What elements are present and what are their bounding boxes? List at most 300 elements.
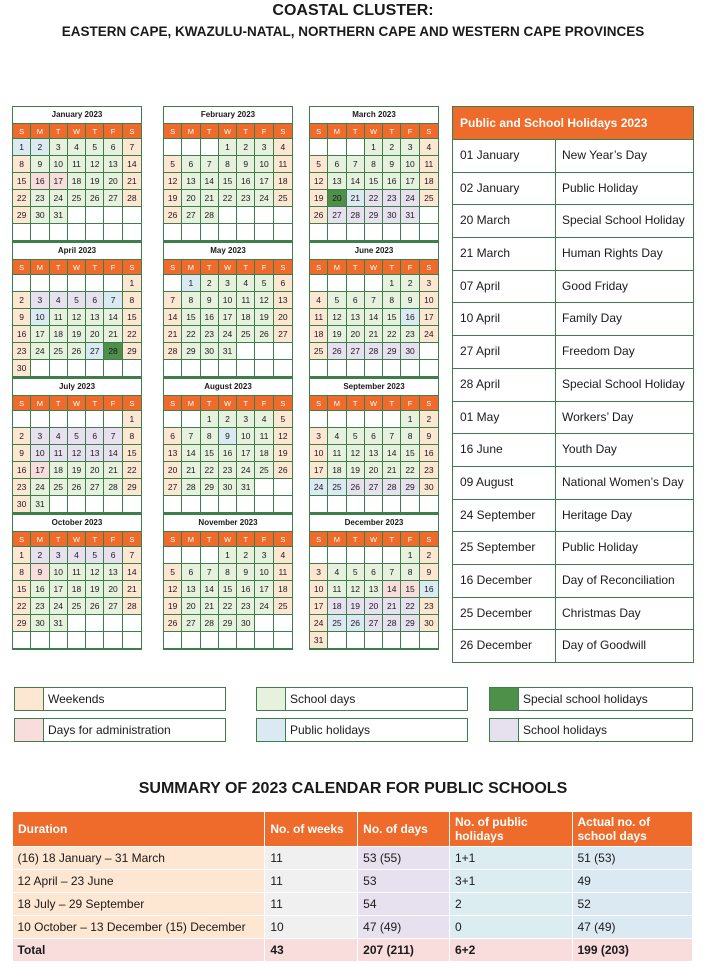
summary-row: [13, 870, 693, 893]
day-cell: 7: [123, 547, 141, 564]
day-cell: 5: [255, 275, 273, 292]
day-cell: 23: [201, 326, 219, 343]
day-cell: 31: [50, 207, 68, 224]
day-cell: 4: [68, 139, 86, 156]
summary-cell: 11: [265, 870, 358, 893]
day-cell: 5: [86, 547, 104, 564]
empty-cell: [86, 207, 104, 224]
holiday-date: 20 March: [453, 205, 556, 237]
day-cell: 29: [123, 343, 141, 360]
empty-cell: [86, 411, 104, 428]
weekday-header: S: [274, 532, 292, 547]
day-cell: 9: [237, 564, 255, 581]
empty-cell: [274, 615, 292, 632]
empty-cell: [13, 411, 31, 428]
empty-cell: [31, 632, 49, 649]
day-cell: 3: [401, 139, 419, 156]
empty-cell: [310, 224, 328, 241]
day-cell: 28: [123, 190, 141, 207]
empty-cell: [365, 224, 383, 241]
holiday-name: Public Holiday: [562, 180, 639, 195]
day-cell: 12: [86, 156, 104, 173]
summary-cell: 54: [358, 893, 450, 916]
day-cell: 20: [328, 190, 346, 207]
day-cell: 6: [328, 156, 346, 173]
weekday-header: S: [274, 396, 292, 411]
weekday-header: F: [401, 124, 419, 139]
empty-cell: [50, 360, 68, 377]
empty-cell: [86, 360, 104, 377]
day-cell: 17: [420, 309, 438, 326]
empty-cell: [219, 224, 237, 241]
empty-cell: [201, 547, 219, 564]
day-cell: 23: [383, 190, 401, 207]
day-cell: 26: [164, 615, 182, 632]
empty-cell: [123, 224, 141, 241]
empty-cell: [420, 207, 438, 224]
day-cell: 28: [201, 207, 219, 224]
empty-cell: [274, 479, 292, 496]
weekday-header: S: [164, 532, 182, 547]
weekday-header: F: [104, 124, 122, 139]
empty-cell: [420, 632, 438, 649]
empty-cell: [31, 275, 49, 292]
day-cell: 23: [31, 598, 49, 615]
day-cell: 9: [31, 156, 49, 173]
empty-cell: [328, 411, 346, 428]
day-cell: 25: [68, 190, 86, 207]
holidays-table: [452, 106, 694, 663]
empty-cell: [401, 496, 419, 513]
legend-label: Days for administration: [48, 723, 171, 737]
day-cell: 9: [237, 156, 255, 173]
day-cell: 10: [219, 292, 237, 309]
weekday-header: W: [365, 260, 383, 275]
day-cell: 7: [383, 564, 401, 581]
day-cell: 6: [86, 428, 104, 445]
day-cell: 12: [347, 445, 365, 462]
summary-row: [13, 893, 693, 916]
day-cell: 19: [86, 173, 104, 190]
weekday-header: T: [347, 532, 365, 547]
day-cell: 3: [310, 428, 328, 445]
day-cell: 5: [68, 428, 86, 445]
weekday-header: T: [50, 532, 68, 547]
weekday-header: T: [347, 260, 365, 275]
weekday-header: W: [365, 124, 383, 139]
day-cell: 17: [310, 598, 328, 615]
month-name: December 2023: [310, 515, 438, 532]
day-cell: 17: [401, 173, 419, 190]
day-cell: 6: [365, 428, 383, 445]
empty-cell: [401, 360, 419, 377]
weekday-header: F: [255, 532, 273, 547]
day-cell: 26: [347, 479, 365, 496]
day-cell: 23: [401, 326, 419, 343]
day-cell: 30: [383, 207, 401, 224]
day-cell: 11: [274, 156, 292, 173]
summary-cell: 47 (49): [358, 916, 450, 939]
day-cell: 8: [123, 292, 141, 309]
day-cell: 7: [383, 428, 401, 445]
day-cell: 14: [347, 173, 365, 190]
day-cell: 13: [274, 292, 292, 309]
month-calendar: [309, 514, 439, 650]
weekday-header: T: [201, 124, 219, 139]
empty-cell: [347, 411, 365, 428]
day-cell: 1: [123, 411, 141, 428]
day-cell: 20: [86, 462, 104, 479]
holiday-row: [453, 531, 693, 564]
day-cell: 20: [365, 462, 383, 479]
month-name: August 2023: [164, 379, 292, 396]
day-cell: 26: [274, 462, 292, 479]
empty-cell: [164, 275, 182, 292]
day-cell: 17: [219, 309, 237, 326]
month-calendar: [163, 242, 293, 378]
holiday-name: Public Holiday: [562, 540, 639, 555]
holiday-name: Good Friday: [562, 278, 629, 293]
weekday-header: T: [383, 532, 401, 547]
weekday-header: M: [328, 396, 346, 411]
empty-cell: [274, 496, 292, 513]
day-cell: 28: [347, 207, 365, 224]
weekday-header: S: [164, 260, 182, 275]
day-cell: 8: [13, 156, 31, 173]
summary-cell: (16) 18 January – 31 March: [13, 847, 265, 870]
day-cell: 4: [310, 292, 328, 309]
empty-cell: [347, 496, 365, 513]
day-cell: 1: [401, 411, 419, 428]
day-cell: 1: [13, 547, 31, 564]
weekday-header: W: [365, 532, 383, 547]
day-cell: 27: [365, 479, 383, 496]
day-cell: 2: [31, 547, 49, 564]
page-title: COASTAL CLUSTER:: [272, 2, 434, 19]
legend-item: [489, 718, 693, 742]
summary-cell: 2: [449, 893, 572, 916]
weekday-header: S: [310, 260, 328, 275]
empty-cell: [237, 496, 255, 513]
summary-cell: 12 April – 23 June: [13, 870, 265, 893]
weekday-header: W: [68, 396, 86, 411]
empty-cell: [219, 360, 237, 377]
empty-cell: [219, 496, 237, 513]
month-name: May 2023: [164, 243, 292, 260]
day-cell: 4: [274, 547, 292, 564]
day-cell: 30: [13, 360, 31, 377]
day-cell: 7: [365, 292, 383, 309]
weekday-header: S: [420, 396, 438, 411]
empty-cell: [86, 615, 104, 632]
day-cell: 22: [401, 462, 419, 479]
day-cell: 1: [182, 275, 200, 292]
day-cell: 14: [365, 309, 383, 326]
holidays-header: Public and School Holidays 2023: [453, 107, 693, 139]
day-cell: 26: [255, 326, 273, 343]
day-cell: 31: [219, 343, 237, 360]
day-cell: 27: [182, 615, 200, 632]
empty-cell: [104, 411, 122, 428]
day-cell: 3: [420, 275, 438, 292]
day-cell: 25: [310, 343, 328, 360]
day-cell: 18: [68, 581, 86, 598]
day-cell: 17: [31, 326, 49, 343]
legend-label: Public holidays: [290, 723, 371, 737]
day-cell: 21: [123, 173, 141, 190]
holiday-date: 24 September: [453, 500, 556, 532]
day-cell: 31: [31, 496, 49, 513]
day-cell: 6: [182, 156, 200, 173]
day-cell: 4: [255, 411, 273, 428]
day-cell: 19: [68, 462, 86, 479]
empty-cell: [123, 632, 141, 649]
day-cell: 22: [123, 326, 141, 343]
weekday-header: W: [219, 124, 237, 139]
day-cell: 31: [50, 615, 68, 632]
day-cell: 18: [50, 326, 68, 343]
day-cell: 22: [13, 190, 31, 207]
empty-cell: [310, 411, 328, 428]
day-cell: 9: [219, 428, 237, 445]
day-cell: 27: [86, 343, 104, 360]
empty-cell: [383, 360, 401, 377]
day-cell: 11: [328, 445, 346, 462]
day-cell: 3: [31, 292, 49, 309]
weekday-header: T: [86, 124, 104, 139]
day-cell: 12: [255, 292, 273, 309]
weekday-header: F: [104, 396, 122, 411]
day-cell: 14: [104, 445, 122, 462]
empty-cell: [365, 275, 383, 292]
empty-cell: [255, 224, 273, 241]
day-cell: 10: [50, 156, 68, 173]
summary-cell: 207 (211): [358, 939, 450, 962]
legend-swatch: [490, 688, 519, 710]
day-cell: 15: [401, 581, 419, 598]
empty-cell: [182, 139, 200, 156]
empty-cell: [68, 360, 86, 377]
day-cell: 28: [104, 479, 122, 496]
holiday-row: [453, 172, 693, 205]
summary-cell: 11: [265, 893, 358, 916]
day-cell: 11: [255, 428, 273, 445]
day-cell: 23: [237, 598, 255, 615]
day-cell: 18: [274, 173, 292, 190]
empty-cell: [50, 632, 68, 649]
weekday-header: M: [182, 396, 200, 411]
day-cell: 12: [86, 564, 104, 581]
summary-cell: 1+1: [449, 847, 572, 870]
empty-cell: [219, 207, 237, 224]
holiday-name: Special School Holiday: [562, 213, 685, 228]
day-cell: 27: [274, 326, 292, 343]
day-cell: 10: [255, 156, 273, 173]
day-cell: 14: [182, 445, 200, 462]
day-cell: 26: [68, 343, 86, 360]
legend-item: [256, 718, 468, 742]
day-cell: 25: [328, 615, 346, 632]
day-cell: 15: [401, 445, 419, 462]
day-cell: 29: [365, 207, 383, 224]
day-cell: 10: [50, 564, 68, 581]
empty-cell: [328, 632, 346, 649]
day-cell: 10: [255, 564, 273, 581]
day-cell: 24: [50, 598, 68, 615]
legend-swatch: [15, 719, 44, 741]
day-cell: 2: [237, 139, 255, 156]
empty-cell: [86, 496, 104, 513]
day-cell: 1: [219, 139, 237, 156]
legend-swatch: [15, 688, 44, 710]
day-cell: 11: [50, 445, 68, 462]
holiday-row: [453, 139, 693, 172]
day-cell: 22: [365, 190, 383, 207]
day-cell: 19: [86, 581, 104, 598]
weekday-header: S: [420, 124, 438, 139]
day-cell: 26: [310, 207, 328, 224]
day-cell: 16: [237, 581, 255, 598]
day-cell: 15: [123, 309, 141, 326]
day-cell: 15: [123, 445, 141, 462]
day-cell: 22: [383, 326, 401, 343]
page-subtitle: EASTERN CAPE, KWAZULU-NATAL, NORTHERN CAPE AND WESTERN CAPE PROVINCES: [61, 24, 645, 39]
day-cell: 2: [219, 411, 237, 428]
day-cell: 25: [68, 598, 86, 615]
holiday-date: 01 May: [453, 402, 556, 434]
day-cell: 23: [219, 462, 237, 479]
day-cell: 26: [164, 207, 182, 224]
day-cell: 22: [201, 462, 219, 479]
day-cell: 13: [164, 445, 182, 462]
empty-cell: [104, 224, 122, 241]
day-cell: 28: [182, 479, 200, 496]
day-cell: 21: [347, 190, 365, 207]
day-cell: 19: [68, 326, 86, 343]
day-cell: 4: [50, 292, 68, 309]
weekday-header: T: [347, 124, 365, 139]
summary-cell: 52: [572, 893, 693, 916]
day-cell: 23: [31, 190, 49, 207]
day-cell: 12: [68, 445, 86, 462]
day-cell: 7: [123, 139, 141, 156]
day-cell: 1: [401, 547, 419, 564]
day-cell: 22: [401, 598, 419, 615]
month-calendar: [163, 514, 293, 650]
weekday-header: S: [13, 396, 31, 411]
day-cell: 23: [237, 190, 255, 207]
empty-cell: [68, 496, 86, 513]
day-cell: 21: [201, 190, 219, 207]
day-cell: 25: [274, 190, 292, 207]
day-cell: 24: [237, 462, 255, 479]
day-cell: 5: [347, 428, 365, 445]
empty-cell: [164, 139, 182, 156]
empty-cell: [255, 360, 273, 377]
weekday-header: S: [274, 260, 292, 275]
month-name: March 2023: [310, 107, 438, 124]
day-cell: 13: [104, 156, 122, 173]
weekday-header: S: [123, 260, 141, 275]
day-cell: 14: [383, 445, 401, 462]
day-cell: 7: [347, 156, 365, 173]
empty-cell: [123, 496, 141, 513]
empty-cell: [68, 275, 86, 292]
day-cell: 4: [328, 428, 346, 445]
empty-cell: [123, 360, 141, 377]
month-name: September 2023: [310, 379, 438, 396]
holiday-date: 01 January: [453, 140, 556, 172]
day-cell: 10: [310, 581, 328, 598]
empty-cell: [383, 547, 401, 564]
weekday-header: S: [123, 396, 141, 411]
summary-cell: 53 (55): [358, 847, 450, 870]
day-cell: 29: [401, 615, 419, 632]
weekday-header: T: [86, 396, 104, 411]
empty-cell: [383, 411, 401, 428]
legend-swatch: [490, 719, 519, 741]
weekday-header: M: [31, 532, 49, 547]
day-cell: 18: [310, 326, 328, 343]
empty-cell: [201, 496, 219, 513]
day-cell: 25: [274, 598, 292, 615]
weekday-header: S: [420, 532, 438, 547]
day-cell: 7: [164, 292, 182, 309]
legend-swatch: [257, 719, 286, 741]
weekday-header: T: [50, 124, 68, 139]
day-cell: 30: [219, 479, 237, 496]
day-cell: 26: [86, 190, 104, 207]
day-cell: 7: [201, 156, 219, 173]
day-cell: 12: [164, 173, 182, 190]
empty-cell: [31, 360, 49, 377]
empty-cell: [255, 496, 273, 513]
day-cell: 29: [201, 479, 219, 496]
day-cell: 24: [420, 326, 438, 343]
weekday-header: M: [182, 260, 200, 275]
empty-cell: [420, 224, 438, 241]
day-cell: 15: [365, 173, 383, 190]
day-cell: 15: [13, 173, 31, 190]
day-cell: 17: [50, 581, 68, 598]
weekday-header: W: [68, 260, 86, 275]
weekday-header: T: [201, 532, 219, 547]
empty-cell: [123, 207, 141, 224]
empty-cell: [420, 343, 438, 360]
day-cell: 21: [182, 462, 200, 479]
empty-cell: [328, 275, 346, 292]
summary-cell: 18 July – 29 September: [13, 893, 265, 916]
empty-cell: [274, 224, 292, 241]
day-cell: 19: [347, 462, 365, 479]
empty-cell: [237, 207, 255, 224]
day-cell: 4: [420, 139, 438, 156]
day-cell: 25: [237, 326, 255, 343]
day-cell: 28: [123, 598, 141, 615]
day-cell: 5: [164, 564, 182, 581]
day-cell: 21: [104, 462, 122, 479]
month-name: February 2023: [164, 107, 292, 124]
day-cell: 14: [383, 581, 401, 598]
empty-cell: [104, 632, 122, 649]
month-calendar: [12, 106, 142, 242]
empty-cell: [365, 547, 383, 564]
holiday-row: [453, 433, 693, 466]
day-cell: 22: [219, 190, 237, 207]
day-cell: 22: [219, 598, 237, 615]
empty-cell: [255, 479, 273, 496]
day-cell: 9: [31, 564, 49, 581]
